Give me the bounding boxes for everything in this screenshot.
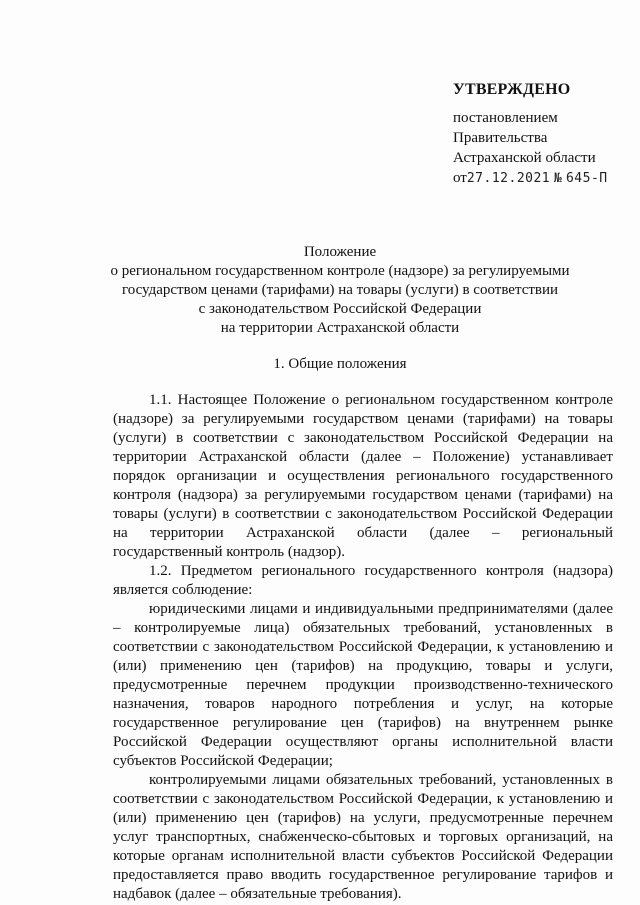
number-prefix: №: [553, 171, 563, 186]
title-line-2: о региональном государственном контроле (надзоре) за регулируемыми: [110, 263, 570, 279]
document-body: [113, 391, 613, 904]
paragraph-legal-entities: юридическими лицами и индивидуальными предпринимателями (далее – контролируемые лица) обязательных требований, установленных в соответствии с законодательством Российской Федерации, к установлению и (или) применению цен (тарифов) на продукцию, товары и услуги, предусмотренные перечнем продукции производственно-технического назначения, товаров народного потребления и услуг, на которые государственное регулирование цен (тарифов) на внутреннем рынке Российской Федерации осуществляют органы исполнительной власти субъектов Российской Федерации;: [113, 601, 613, 769]
approval-date-line: [453, 168, 638, 189]
number-value: 645-П: [565, 171, 608, 186]
paragraph-1-1: 1.1. Настоящее Положение о региональном государственном контроле (надзоре) за регулируемыми государством ценами (тарифами) на товары (услуги) в соответствии с законодательством Российской Федерации на территории Астраханской области (далее – Положение) устанавливает порядок организации и осуществления регионального государственного контроля (надзора) за регулируемыми государством ценами (тарифами) на товары (услуги) в соответствии с законодательством Российской Федерации на территории Астраханской области (далее – региональный государственный контроль (надзор).: [113, 392, 613, 560]
paragraph-controlled-persons: контролируемыми лицами обязательных требований, установленных в соответствии с законодательством Российской Федерации, к установлению и (или) применению цен (тарифов) на услуги, предусмотренные перечнем услуг транспортных, снабженческо-сбытовых и торговых организаций, на которые органам исполнительной власти субъектов Российской Федерации предоставляется право вводить государственное регулирование тарифов и надбавок (далее – обязательные требования).: [113, 772, 613, 902]
title-line-4: с законодательством Российской Федерации: [198, 301, 482, 317]
document-title: [80, 243, 600, 338]
section-heading: 1. Общие положения: [273, 356, 407, 372]
approval-line-region: Астраханской области: [453, 150, 596, 166]
title-line-1: Положение: [303, 244, 377, 260]
date-value: 27.12.2021: [466, 171, 551, 186]
date-prefix: от: [453, 170, 467, 186]
approval-block: [453, 80, 638, 189]
approval-line-resolution: постановлением: [453, 110, 558, 126]
paragraph-1-2: 1.2. Предметом регионального государственного контроля (надзора) является соблюдение:: [113, 563, 613, 598]
title-line-5: на территории Астраханской области: [220, 320, 460, 336]
title-line-3: государством ценами (тарифами) на товары (услуги) в соответствии: [121, 282, 559, 298]
approval-line-government: Правительства: [453, 130, 548, 146]
approval-heading: УТВЕРЖДЕНО: [453, 81, 571, 98]
